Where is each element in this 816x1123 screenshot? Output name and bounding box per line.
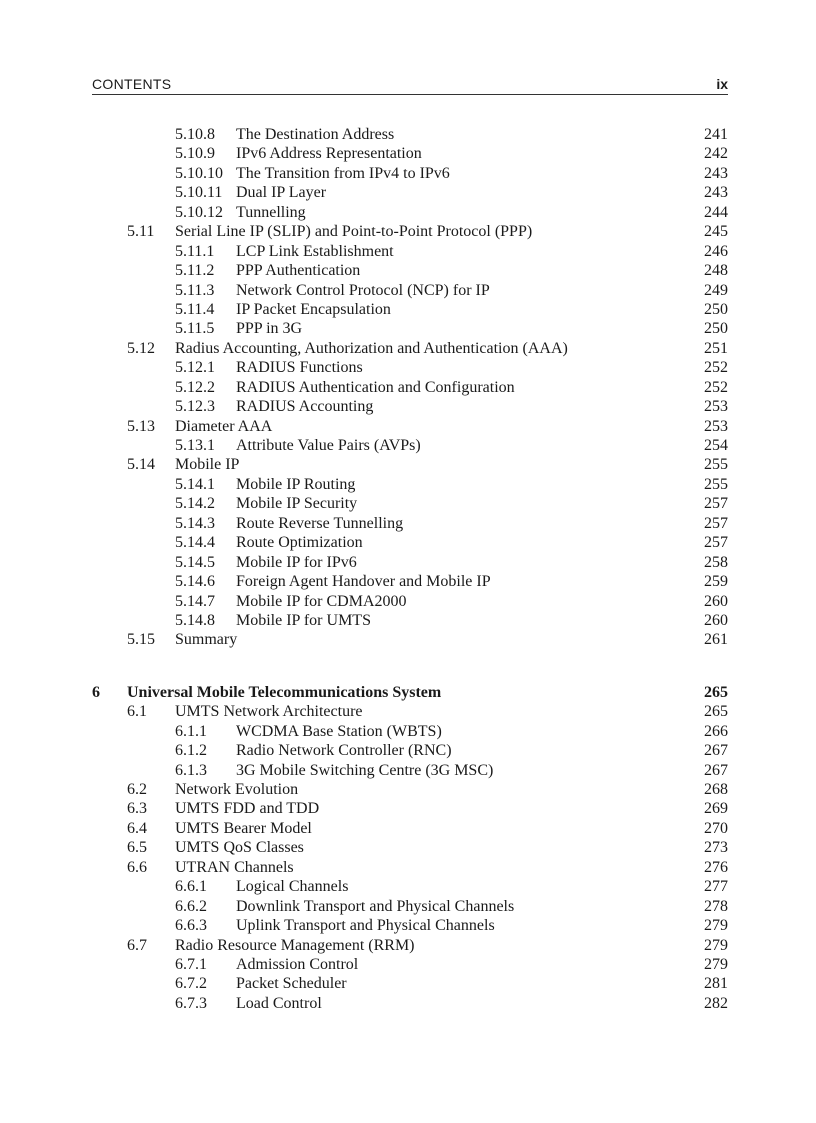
entry-page: 255	[704, 456, 728, 474]
entry-title: UTRAN Channels	[175, 858, 294, 876]
entry-number: 5.14.1	[175, 475, 215, 493]
toc-section-5	[92, 125, 728, 650]
entry-number: 5.10.9	[175, 145, 215, 163]
entry-title: Foreign Agent Handover and Mobile IP	[236, 573, 491, 591]
toc-entry	[92, 858, 728, 877]
entry-page: 244	[704, 203, 728, 221]
entry-number: 6.6.1	[175, 878, 207, 896]
entry-title: UMTS FDD and TDD	[175, 800, 320, 818]
entry-title: Summary	[175, 631, 238, 649]
entry-page: 257	[704, 495, 728, 513]
page-number: ix	[716, 76, 728, 92]
entry-title: Tunnelling	[236, 203, 306, 221]
entry-page: 252	[704, 359, 728, 377]
entry-number: 5.15	[127, 631, 155, 649]
entry-title: UMTS QoS Classes	[175, 839, 304, 857]
entry-title: Dual IP Layer	[236, 184, 327, 202]
entry-title: Logical Channels	[236, 878, 349, 896]
entry-page: 265	[704, 703, 728, 721]
entry-title: LCP Link Establishment	[236, 242, 394, 260]
entry-number: 5.10.10	[175, 164, 223, 182]
toc-entry	[92, 339, 728, 358]
entry-page: 276	[704, 858, 728, 876]
entry-page: 243	[704, 164, 728, 182]
entry-number: 5.14.6	[175, 573, 215, 591]
entry-page: 281	[704, 975, 728, 993]
toc-entry	[92, 183, 728, 202]
entry-title: The Destination Address	[236, 126, 395, 143]
toc-entry	[92, 261, 728, 280]
entry-title: Radius Accounting, Authorization and Authentication (AAA)	[175, 339, 568, 357]
entry-number: 6.5	[127, 839, 147, 857]
entry-number: 5.11	[127, 223, 155, 241]
toc-entry	[92, 722, 728, 741]
toc-entry	[92, 203, 728, 222]
entry-page: 254	[704, 437, 728, 454]
entry-page: 242	[704, 145, 728, 163]
entry-page: 267	[704, 742, 728, 760]
toc-entry	[92, 358, 728, 377]
entry-title: RADIUS Authentication and Configuration	[236, 378, 515, 396]
entry-page: 265	[704, 683, 728, 701]
entry-title: Load Control	[236, 994, 322, 1012]
entry-title: Network Evolution	[175, 781, 299, 798]
entry-number: 5.14.7	[175, 592, 215, 610]
toc-entry	[92, 455, 728, 474]
running-header	[92, 76, 728, 95]
entry-title: Diameter AAA	[175, 417, 273, 435]
entry-number: 5.12.1	[175, 359, 215, 377]
entry-title: 3G Mobile Switching Centre (3G MSC)	[236, 761, 494, 779]
entry-number: 6.2	[127, 781, 147, 798]
section-gap	[92, 650, 728, 683]
entry-number: 5.13	[127, 417, 155, 435]
entry-number: 5.13.1	[175, 437, 215, 454]
entry-page: 249	[704, 281, 728, 299]
entry-title: PPP in 3G	[236, 320, 303, 338]
entry-page: 269	[704, 800, 728, 818]
entry-number: 6.6.2	[175, 897, 207, 915]
toc-section-6	[92, 683, 728, 1013]
entry-number: 5.14.3	[175, 514, 215, 532]
entry-page: 279	[704, 955, 728, 973]
toc-entry	[92, 974, 728, 993]
toc-entry	[92, 281, 728, 300]
toc-entry	[92, 417, 728, 436]
entry-title: Mobile IP Routing	[236, 475, 356, 493]
toc-entry	[92, 242, 728, 261]
entry-number: 6.1.1	[175, 722, 207, 740]
entry-page: 258	[704, 553, 728, 571]
entry-page: 255	[704, 475, 728, 493]
entry-number: 6.7.1	[175, 955, 207, 973]
entry-title: Downlink Transport and Physical Channels	[236, 897, 515, 915]
toc-entry	[92, 300, 728, 319]
toc-entry	[92, 611, 728, 630]
toc-entry	[92, 916, 728, 935]
entry-title: Attribute Value Pairs (AVPs)	[236, 437, 421, 454]
entry-number: 5.10.11	[175, 184, 223, 202]
toc-entry	[92, 514, 728, 533]
entry-page: 279	[704, 917, 728, 935]
entry-title: UMTS Bearer Model	[175, 819, 312, 837]
entry-number: 6.3	[127, 800, 147, 818]
toc-entry	[92, 592, 728, 611]
entry-page: 278	[704, 897, 728, 915]
toc-entry	[92, 780, 728, 799]
toc-entry	[92, 702, 728, 721]
entry-number: 6.7	[127, 936, 147, 954]
entry-page: 243	[704, 184, 728, 202]
toc-entry	[92, 144, 728, 163]
entry-title: Admission Control	[236, 955, 359, 973]
entry-number: 6.7.2	[175, 975, 207, 993]
entry-number: 5.14.8	[175, 611, 215, 629]
entry-title: Mobile IP Security	[236, 495, 358, 513]
entry-page: 270	[704, 819, 728, 837]
entry-page: 253	[704, 398, 728, 416]
entry-number: 6.1	[127, 703, 147, 721]
entry-title: Universal Mobile Telecommunications System	[127, 683, 442, 701]
entry-title: Radio Resource Management (RRM)	[175, 936, 415, 954]
entry-page: 241	[704, 126, 728, 143]
entry-number: 5.12	[127, 339, 155, 357]
toc-entry	[92, 494, 728, 513]
entry-number: 6.1.3	[175, 761, 207, 779]
entry-number: 5.14	[127, 456, 155, 474]
toc-entry	[92, 164, 728, 183]
entry-title: Mobile IP for CDMA2000	[236, 592, 407, 610]
entry-page: 273	[704, 839, 728, 857]
entry-number: 5.14.4	[175, 534, 215, 552]
entry-number: 6.4	[127, 819, 147, 837]
entry-title: PPP Authentication	[236, 262, 361, 280]
entry-page: 257	[704, 534, 728, 552]
entry-page: 267	[704, 761, 728, 779]
toc-entry	[92, 799, 728, 818]
entry-page: 259	[704, 573, 728, 591]
entry-title: Network Control Protocol (NCP) for IP	[236, 281, 490, 299]
entry-number: 5.10.8	[175, 126, 215, 143]
entry-title: Radio Network Controller (RNC)	[236, 742, 452, 760]
entry-title: Route Optimization	[236, 534, 363, 552]
toc-entry	[92, 553, 728, 572]
entry-page: 250	[704, 320, 728, 338]
entry-title: Uplink Transport and Physical Channels	[236, 917, 495, 935]
toc-entry	[92, 741, 728, 760]
entry-number: 5.11.4	[175, 300, 215, 318]
toc-entry	[92, 838, 728, 857]
entry-page: 260	[704, 592, 728, 610]
entry-page: 277	[704, 878, 728, 896]
entry-title: RADIUS Functions	[236, 359, 363, 377]
entry-page: 252	[704, 378, 728, 396]
entry-title: Packet Scheduler	[236, 975, 347, 993]
entry-number: 5.10.12	[175, 203, 223, 221]
entry-page: 253	[704, 417, 728, 435]
entry-number: 5.11.1	[175, 242, 215, 260]
entry-number: 5.14.5	[175, 553, 215, 571]
toc-entry	[92, 761, 728, 780]
entry-page: 250	[704, 300, 728, 318]
entry-number: 5.11.2	[175, 262, 215, 280]
toc-chapter	[92, 683, 728, 702]
entry-number: 6.6	[127, 858, 147, 876]
entry-title: WCDMA Base Station (WBTS)	[236, 722, 442, 740]
entry-page: 260	[704, 611, 728, 629]
entry-title: IPv6 Address Representation	[236, 145, 422, 163]
toc-entry	[92, 994, 728, 1013]
entry-title: Serial Line IP (SLIP) and Point-to-Point Protocol (PPP)	[175, 223, 533, 241]
entry-page: 282	[704, 994, 728, 1012]
toc-entry	[92, 936, 728, 955]
entry-number: 5.12.2	[175, 378, 215, 396]
entry-title: Mobile IP	[175, 456, 240, 474]
entry-title: Route Reverse Tunnelling	[236, 514, 404, 532]
entry-number: 5.12.3	[175, 398, 215, 416]
toc-entry	[92, 125, 728, 144]
entry-number: 5.11.3	[175, 281, 215, 299]
entry-page: 245	[704, 223, 728, 241]
toc-entry	[92, 819, 728, 838]
toc-entry	[92, 436, 728, 455]
entry-page: 268	[704, 781, 728, 798]
table-of-contents	[92, 125, 728, 1013]
entry-number: 6.7.3	[175, 994, 207, 1012]
entry-title: IP Packet Encapsulation	[236, 300, 391, 318]
entry-page: 266	[704, 722, 728, 740]
entry-page: 246	[704, 242, 728, 260]
entry-title: The Transition from IPv4 to IPv6	[236, 164, 450, 182]
toc-entry	[92, 955, 728, 974]
entry-number: 6.1.2	[175, 742, 207, 760]
toc-entry	[92, 877, 728, 896]
toc-entry	[92, 533, 728, 552]
toc-entry	[92, 897, 728, 916]
entry-number: 6	[92, 683, 100, 701]
header-title: CONTENTS	[92, 76, 172, 92]
entry-page: 261	[704, 631, 728, 649]
toc-entry	[92, 222, 728, 241]
toc-entry	[92, 572, 728, 591]
entry-title: RADIUS Accounting	[236, 398, 374, 416]
toc-entry	[92, 475, 728, 494]
entry-title: Mobile IP for IPv6	[236, 553, 357, 571]
entry-number: 5.14.2	[175, 495, 215, 513]
toc-entry	[92, 319, 728, 338]
entry-page: 279	[704, 936, 728, 954]
entry-title: UMTS Network Architecture	[175, 703, 363, 721]
entry-page: 248	[704, 262, 728, 280]
entry-page: 251	[704, 339, 728, 357]
toc-entry	[92, 630, 728, 649]
toc-entry	[92, 397, 728, 416]
entry-number: 6.6.3	[175, 917, 207, 935]
entry-title: Mobile IP for UMTS	[236, 611, 371, 629]
toc-entry	[92, 378, 728, 397]
entry-number: 5.11.5	[175, 320, 215, 338]
entry-page: 257	[704, 514, 728, 532]
